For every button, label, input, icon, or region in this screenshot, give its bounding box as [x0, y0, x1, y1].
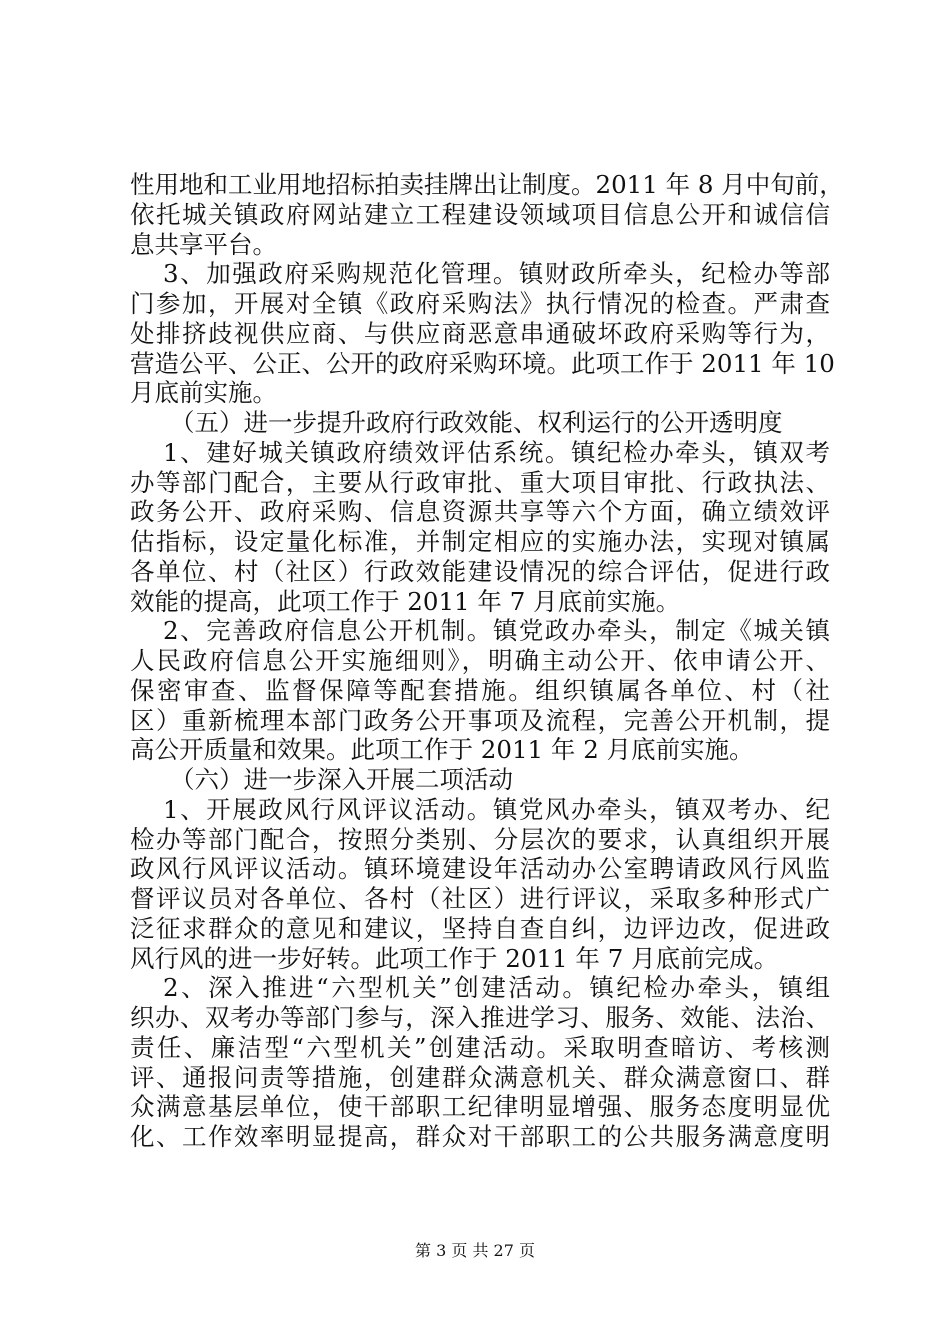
- text-line: 依托城关镇政府网站建立工程建设领域项目信息公开和诚信信: [130, 199, 830, 229]
- text-line: 办等部门配合，主要从行政审批、重大项目审批、行政执法、: [130, 467, 830, 497]
- text-line: 风行风的进一步好转。此项工作于 2011 年 7 月底前完成。: [130, 943, 779, 973]
- text-line: 2、深入推进“六型机关”创建活动。镇纪检办牵头，镇组: [163, 973, 830, 1003]
- text-line: 各单位、村（社区）行政效能建设情况的综合评估，促进行政: [130, 556, 830, 586]
- text-line: 高公开质量和效果。此项工作于 2011 年 2 月底前实施。: [130, 735, 754, 765]
- text-line: 2、完善政府信息公开机制。镇党政办牵头，制定《城关镇: [163, 616, 830, 646]
- text-line: 化、工作效率明显提高，群众对干部职工的公共服务满意度明: [130, 1122, 830, 1151]
- text-line: 1、建好城关镇政府绩效评估系统。镇纪检办牵头，镇双考: [163, 437, 830, 467]
- text-line: （六）进一步深入开展二项活动: [170, 765, 513, 794]
- text-line: 性用地和工业用地招标拍卖挂牌出让制度。2011 年 8 月中旬前，: [130, 170, 844, 199]
- text-line: 评、通报问责等措施，创建群众满意机关、群众满意窗口、群: [130, 1062, 830, 1092]
- text-line: 检办等部门配合，按照分类别、分层次的要求，认真组织开展: [130, 824, 830, 854]
- text-line: 3、加强政府采购规范化管理。镇财政所牵头，纪检办等部: [163, 259, 830, 289]
- text-line: （五）进一步提升政府行政效能、权利运行的公开透明度: [170, 408, 783, 437]
- text-line: 责任、廉洁型“六型机关”创建活动。采取明查暗访、考核测: [130, 1032, 830, 1062]
- text-line: 估指标，设定量化标准，并制定相应的实施办法，实现对镇属: [130, 527, 830, 556]
- text-line: 1、开展政风行风评议活动。镇党风办牵头，镇双考办、纪: [163, 794, 830, 824]
- text-line: 政务公开、政府采购、信息资源共享等六个方面，确立绩效评: [130, 497, 830, 527]
- text-line: 月底前实施。: [130, 378, 277, 408]
- text-line: 处排挤歧视供应商、与供应商恶意串通破坏政府采购等行为，: [130, 318, 830, 348]
- text-line: 息共享平台。: [130, 229, 277, 259]
- text-line: 门参加，开展对全镇《政府采购法》执行情况的检查。严肃查: [130, 289, 830, 318]
- page-footer: 第 3 页 共 27 页: [415, 1241, 535, 1260]
- text-line: 泛征求群众的意见和建议，坚持自查自纠，边评边改，促进政: [130, 913, 830, 943]
- text-line: 效能的提高，此项工作于 2011 年 7 月底前实施。: [130, 586, 681, 616]
- text-line: 众满意基层单位，使干部职工纪律明显增强、服务态度明显优: [130, 1092, 830, 1122]
- text-line: 政风行风评议活动。镇环境建设年活动办公室聘请政风行风监: [130, 854, 830, 884]
- text-line: 人民政府信息公开实施细则》，明确主动公开、依申请公开、: [130, 646, 830, 675]
- text-line: 区）重新梳理本部门政务公开事项及流程，完善公开机制，提: [130, 705, 830, 735]
- text-line: 保密审查、监督保障等配套措施。组织镇属各单位、村（社: [130, 675, 830, 705]
- text-line: 督评议员对各单位、各村（社区）进行评议，采取多种形式广: [130, 884, 830, 913]
- text-line: 营造公平、公正、公开的政府采购环境。此项工作于 2011 年 10: [130, 348, 835, 378]
- text-line: 织办、双考办等部门参与，深入推进学习、服务、效能、法治、: [130, 1003, 830, 1032]
